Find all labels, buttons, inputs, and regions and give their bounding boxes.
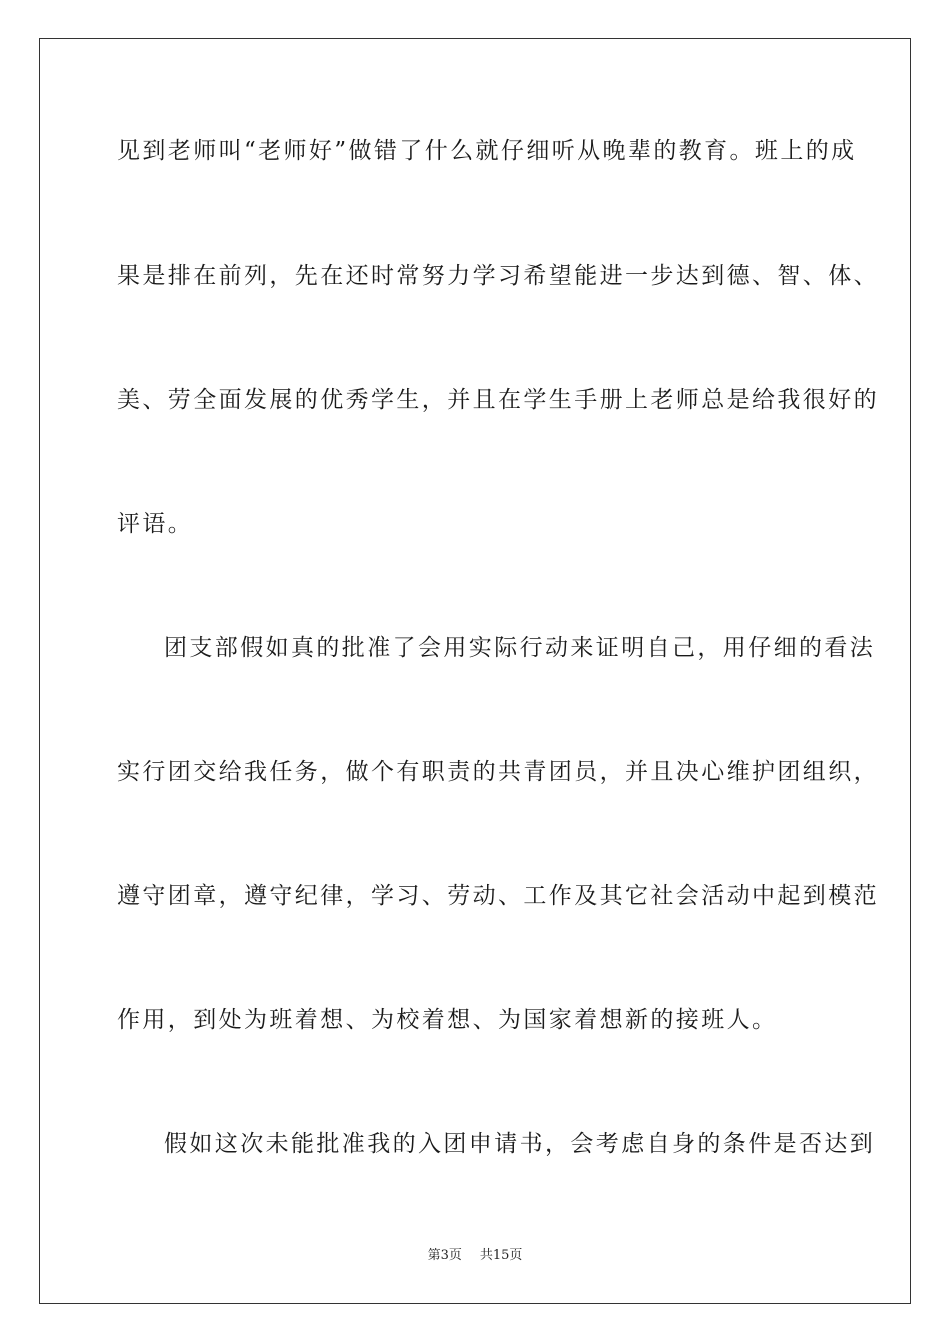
page-number: 第3页 [427, 1248, 462, 1263]
body-text-line: 遵守团章，遵守纪律，学习、劳动、工作及其它社会活动中起到模范 [117, 883, 879, 909]
page-total: 共15页 [479, 1248, 523, 1263]
body-text-line: 美、劳全面发展的优秀学生，并且在学生手册上老师总是给我很好的 [117, 387, 879, 413]
body-text-line: 作用，到处为班着想、为校着想、为国家着想新的接班人。 [117, 1007, 778, 1033]
page-footer [0, 1247, 950, 1265]
body-text-line: 实行团交给我任务，做个有职责的共青团员，并且决心维护团组织， [117, 759, 879, 785]
body-text-line: 评语。 [117, 511, 194, 537]
body-text-line: 果是排在前列，先在还时常努力学习希望能进一步达到德、智、体、 [117, 263, 879, 289]
page-frame [39, 38, 911, 1304]
paragraph-first-line: 团支部假如真的批准了会用实际行动来证明自己，用仔细的看法 [164, 635, 876, 661]
paragraph-first-line: 假如这次未能批准我的入团申请书，会考虑自身的条件是否达到 [164, 1131, 876, 1157]
body-text-line: 见到老师叫“老师好”做错了什么就仔细听从晚辈的教育。班上的成 [117, 138, 857, 164]
